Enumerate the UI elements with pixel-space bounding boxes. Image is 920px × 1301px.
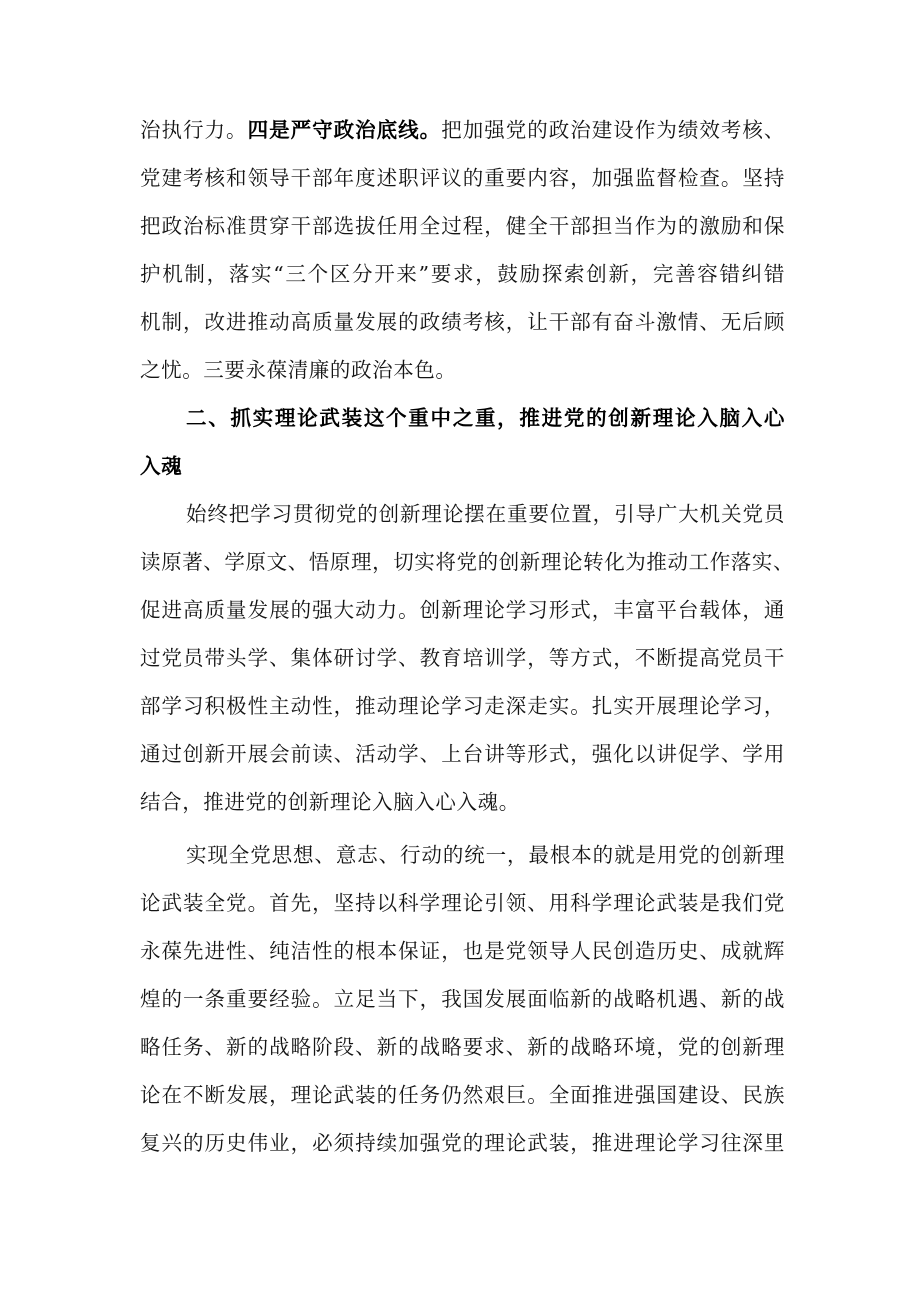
paragraph-first-line: 始终把学习贯彻党的创新理论摆在重要位置，引导广大机关党员 [186,502,785,526]
body-line: 促进高质量发展的强大动力。创新理论学习形式，丰富平台载体，通 [140,598,785,622]
body-line [140,115,785,145]
text-run: 把加强党的政治建设作为绩效考核、 [441,118,786,142]
body-line: 论在不断发展，理论武装的任务仍然艰巨。全面推进强国建设、民族 [140,1083,785,1107]
section-heading-continued: 入魂 [140,454,183,478]
body-line: 读原著、学原文、悟原理，切实将党的创新理论转化为推动工作落实、 [140,550,795,574]
body-line: 结合，推进党的创新理论入脑入心入魂。 [140,790,520,814]
body-line: 之忧。三要永葆清廉的政治本色。 [140,358,457,382]
body-line: 略任务、新的战略阶段、新的战略要求、新的战略环境，党的创新理 [140,1035,785,1059]
body-line: 煌的一条重要经验。立足当下，我国发展面临新的战略机遇、新的战 [140,987,785,1011]
section-heading: 二、抓实理论武装这个重中之重，推进党的创新理论入脑入心 [186,406,785,430]
body-line: 党建考核和领导干部年度述职评议的重要内容，加强监督检查。坚持 [140,166,785,190]
paragraph-first-line: 实现全党思想、意志、行动的统一，最根本的就是用党的创新理 [186,843,785,867]
bold-subheading: 四是严守政治底线。 [247,118,442,142]
body-line: 部学习积极性主动性，推动理论学习走深走实。扎实开展理论学习， [140,694,785,718]
body-line: 机制，改进推动高质量发展的政绩考核，让干部有奋斗激情、无后顾 [140,310,785,334]
body-line: 护机制，落实“三个区分开来”要求，鼓励探索创新，完善容错纠错 [140,262,785,286]
text-run: 治执行力。 [140,118,248,142]
body-line: 永葆先进性、纯洁性的根本保证，也是党领导人民创造历史、成就辉 [140,939,785,963]
body-line: 论武装全党。首先，坚持以科学理论引领、用科学理论武装是我们党 [140,891,785,915]
body-line: 把政治标准贯穿干部选拔任用全过程，健全干部担当作为的激励和保 [140,214,785,238]
body-line: 通过创新开展会前读、活动学、上台讲等形式，强化以讲促学、学用 [140,742,785,766]
body-line: 过党员带头学、集体研讨学、教育培训学，等方式，不断提高党员干 [140,646,785,670]
body-line: 复兴的历史伟业，必须持续加强党的理论武装，推进理论学习往深里 [140,1131,785,1155]
